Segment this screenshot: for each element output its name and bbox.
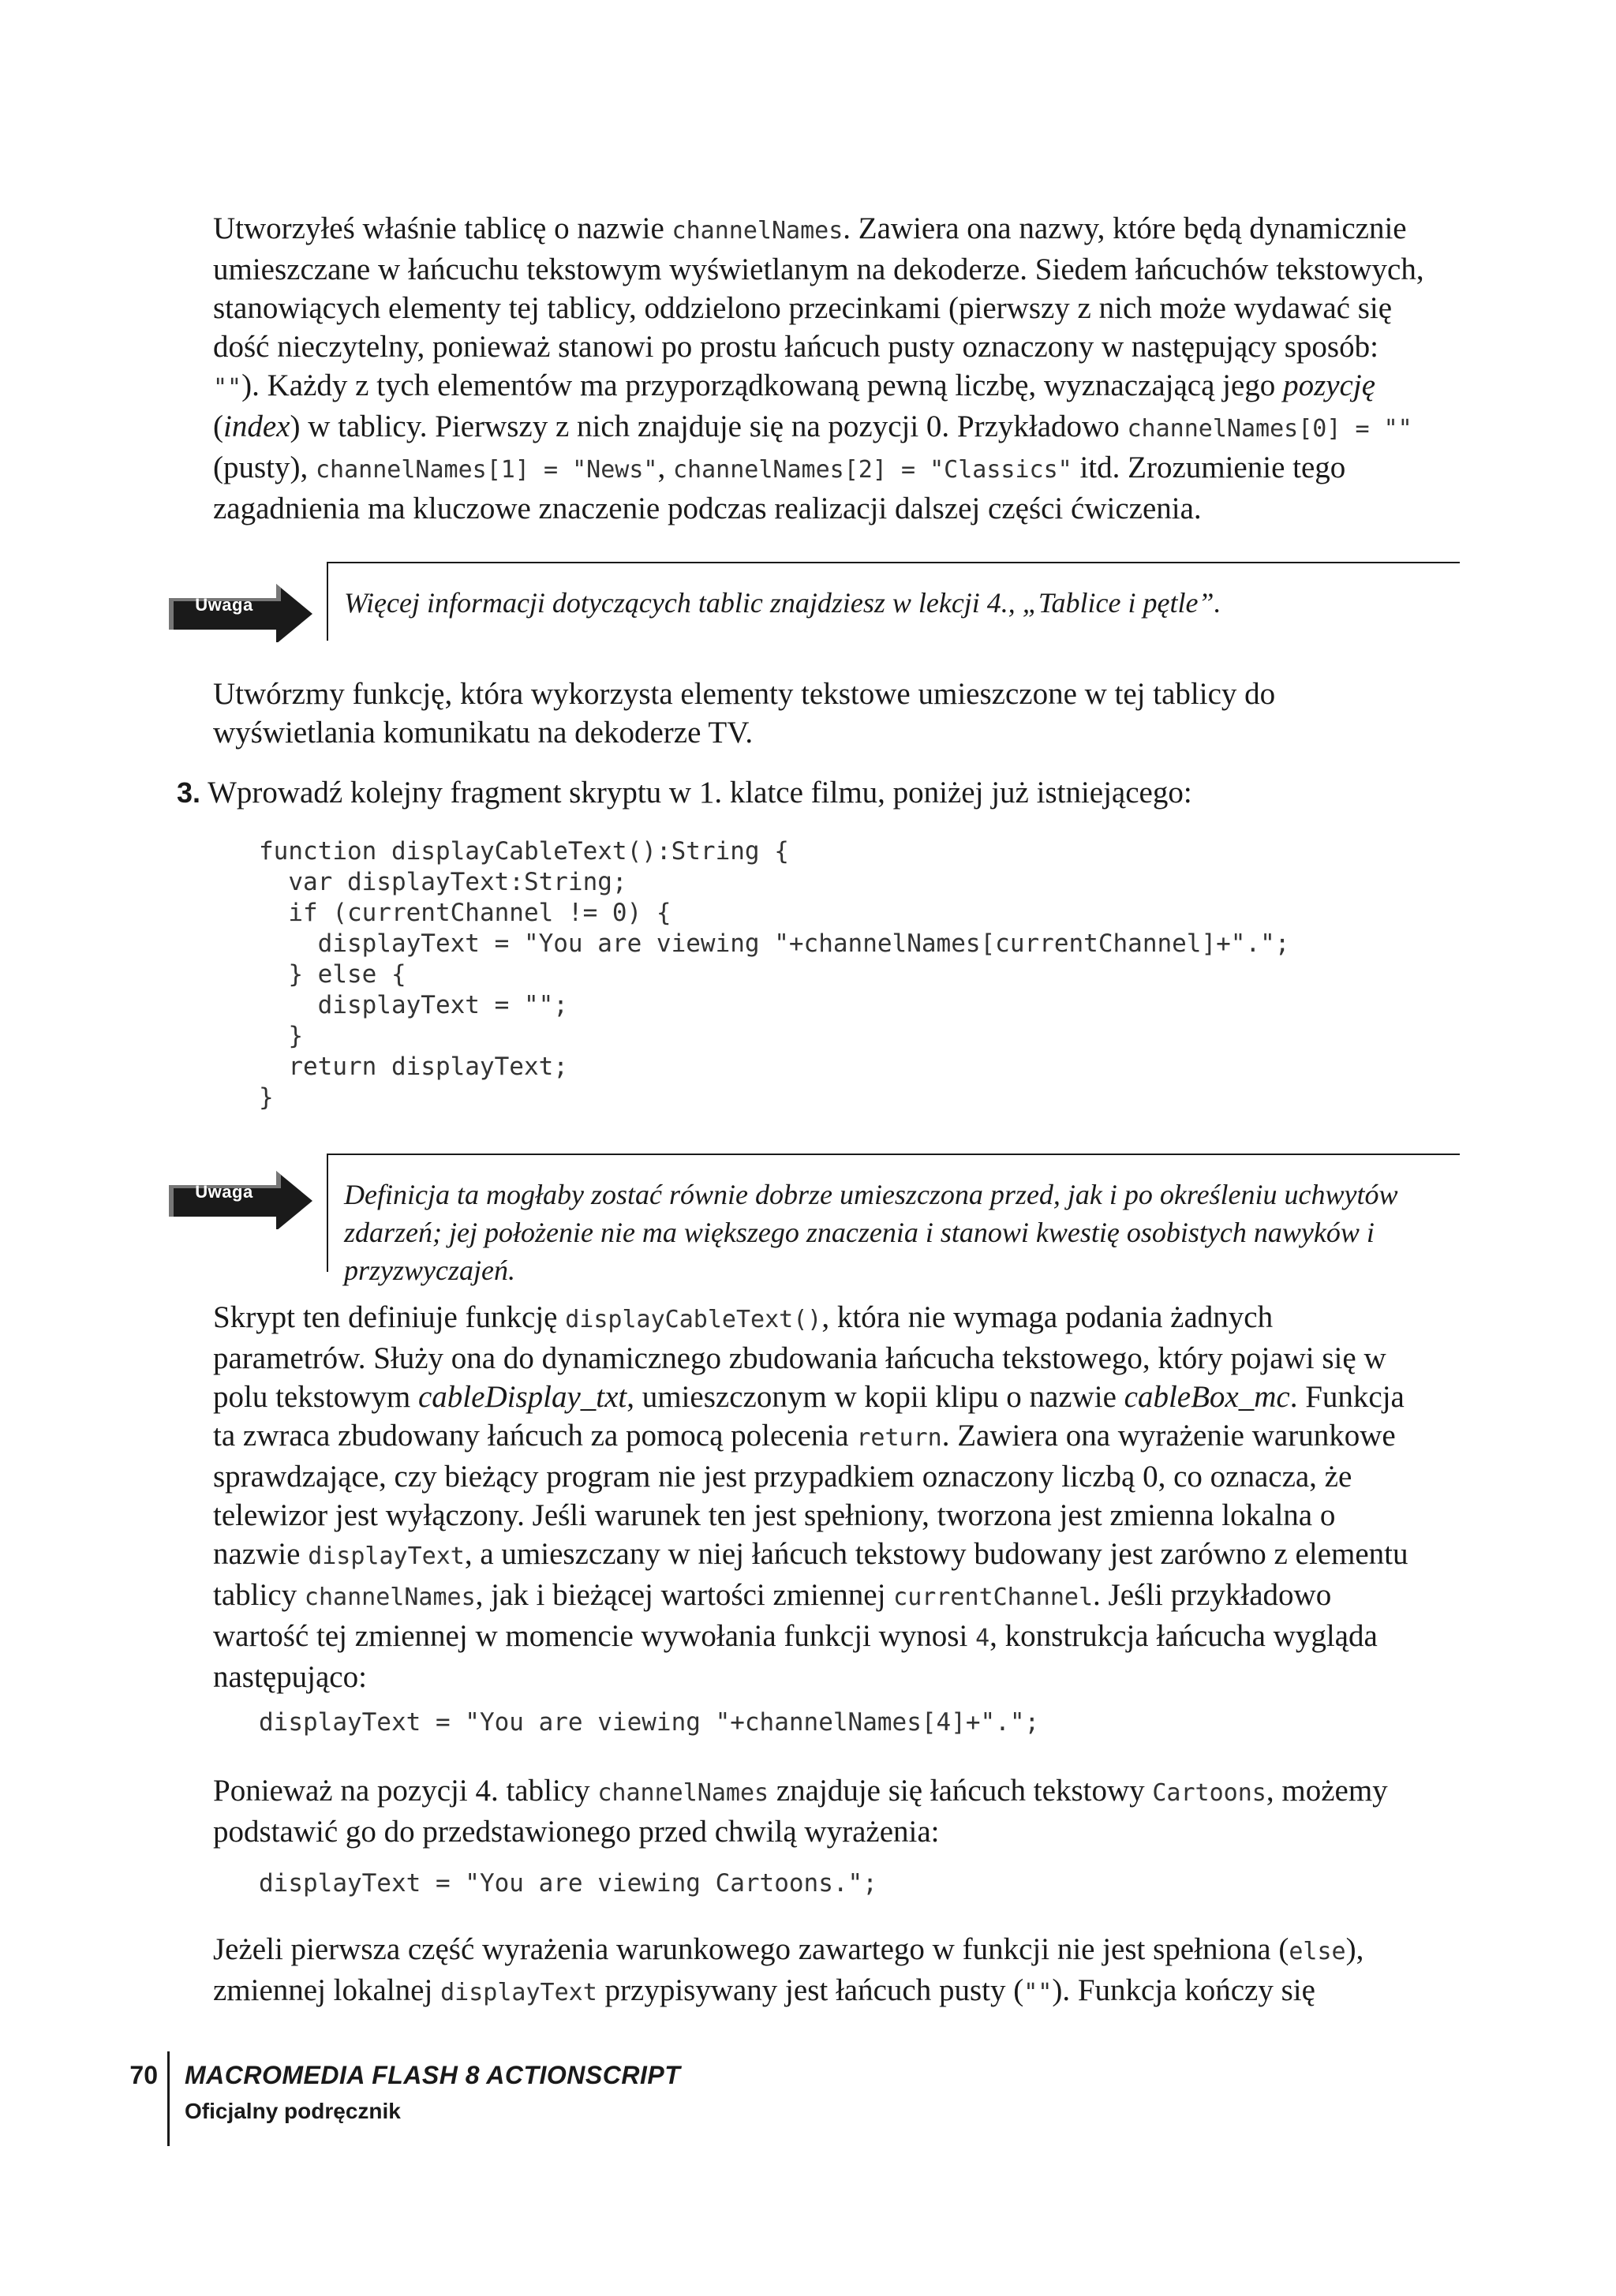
- inline-code: else: [1289, 1938, 1346, 1965]
- text-run: , jak i bieżącej wartości zmiennej: [475, 1578, 894, 1612]
- note-divider: [327, 1154, 328, 1272]
- inline-code: channelNames[2] = "Classics": [672, 456, 1072, 484]
- page-number: 70: [129, 2061, 158, 2089]
- text-run: , umieszczonym w kopii klipu o nazwie: [627, 1380, 1124, 1414]
- inline-code: channelNames[1] = "News": [316, 456, 658, 484]
- text-run: . Jeśli przykładowo wartość tej zmiennej w momencie wywołania funkcji wynosi: [213, 1578, 1332, 1653]
- step-3: [177, 773, 1431, 812]
- inline-code: 4: [975, 1625, 990, 1652]
- inline-code: return: [856, 1424, 942, 1452]
- note-text: Definicja ta mogłaby zostać równie dobrze umieszczona przed, jak i po określeniu uchwytów zdarzeń; jej położenie nie ma większego znaczenia i stanowi kwestię osobistych nawyków i przyzwyczajeń.: [344, 1179, 1398, 1286]
- note-label: Uwaga: [195, 1182, 253, 1202]
- note-text: Więcej informacji dotyczących tablic znajdziesz w lekcji 4., „Tablice i pętle”.: [344, 587, 1221, 619]
- note-divider: [327, 562, 328, 641]
- book-title: MACROMEDIA FLASH 8 ACTIONSCRIPT: [185, 2061, 681, 2089]
- note-box: [166, 562, 1460, 641]
- code-line: function displayCableText():String {: [259, 837, 789, 866]
- code-line: } else {: [259, 960, 406, 989]
- inline-code: displayCableText(): [565, 1306, 822, 1333]
- step-number: 3.: [177, 776, 201, 809]
- inline-code: "": [213, 374, 242, 402]
- inline-code: displayText: [440, 1979, 597, 2006]
- text-run: ), zmiennej lokalnej: [213, 1932, 1364, 2007]
- paragraph-function-explanation: [213, 1298, 1428, 1696]
- inline-code: currentChannel: [893, 1584, 1094, 1611]
- code-line: }: [259, 1083, 274, 1112]
- note-top-rule: [327, 1154, 1460, 1155]
- text-run: , konstrukcja łańcucha wygląda następująco:: [213, 1619, 1378, 1694]
- italic-term: pozycję: [1283, 368, 1376, 402]
- text-run: . Funkcja ta zwraca zbudowany łańcuch za pomocą polecenia: [213, 1380, 1405, 1453]
- inline-code: channelNames: [304, 1584, 476, 1611]
- step-text: Wprowadź kolejny fragment skryptu w 1. klatce filmu, poniżej już istniejącego:: [208, 776, 1192, 810]
- text-run: ) w tablicy. Pierwszy z nich znajduje się na pozycji 0. Przykładowo: [290, 409, 1128, 443]
- text-run: . Zawiera ona nazwy, które będą dynamicznie umieszczane w łańcuchu tekstowym wyświetlanym na dekoderze. Siedem łańcuchów tekstowych, stanowiących elementy tej tablicy, oddzielono przecinkami (pierwszy z nich może wydawać się dość nieczytelny, ponieważ stanowi po prostu łańcuch pusty oznaczony w następujący sposób:: [213, 211, 1424, 364]
- text-run: Ponieważ na pozycji 4. tablicy: [213, 1774, 598, 1808]
- inline-code: "": [1023, 1979, 1053, 2006]
- inline-code: channelNames: [671, 217, 844, 245]
- code-line: displayText = "You are viewing "+channelNames[currentChannel]+".";: [259, 929, 1290, 958]
- footer-divider: [167, 2051, 170, 2146]
- code-line: displayText = "You are viewing Cartoons.";: [259, 1869, 877, 1898]
- text-run: , która nie wymaga podania żadnych parametrów. Służy ona do dynamicznego zbudowania łańcucha tekstowego, który pojawi się w polu tekstowym: [213, 1300, 1386, 1414]
- paragraph-function-intro: Utwórzmy funkcję, która wykorzysta elementy tekstowe umieszczone w tej tablicy do wyświetlania komunikatu na dekoderze TV.: [213, 677, 1276, 750]
- code-line: return displayText;: [259, 1053, 568, 1081]
- paragraph-substitution: [213, 1771, 1428, 1851]
- text-run: przypisywany jest łańcuch pusty (: [597, 1973, 1024, 2007]
- text-run: znajduje się łańcuch tekstowy: [769, 1774, 1153, 1808]
- code-block-function: [259, 836, 1442, 1113]
- text-run: itd. Zrozumienie tego zagadnienia ma kluczowe znaczenie podczas realizacji dalszej części ćwiczenia.: [213, 451, 1346, 525]
- code-line: if (currentChannel != 0) {: [259, 899, 671, 927]
- text-run: ). Funkcja kończy się: [1052, 1973, 1315, 2007]
- text-run: (: [213, 409, 223, 443]
- text-run: Utworzyłeś właśnie tablicę o nazwie: [213, 211, 672, 245]
- code-line: displayText = "You are viewing "+channelNames[4]+".";: [259, 1708, 1040, 1737]
- inline-code: channelNames[0] = "": [1127, 415, 1412, 443]
- code-line: }: [259, 1022, 303, 1050]
- text-run: Jeżeli pierwsza część wyrażenia warunkowego zawartego w funkcji nie jest spełniona (: [213, 1932, 1289, 1966]
- book-subtitle: Oficjalny podręcznik: [185, 2099, 401, 2123]
- paragraph-channelnames-intro: [213, 209, 1428, 528]
- note-label: Uwaga: [195, 595, 253, 615]
- inline-code: displayText: [308, 1543, 465, 1570]
- italic-term: cableDisplay_txt: [418, 1380, 627, 1414]
- text-run: , możemy podstawić go do przedstawionego przed chwilą wyrażenia:: [213, 1774, 1388, 1849]
- inline-code: channelNames: [597, 1779, 769, 1807]
- note-top-rule: [327, 562, 1460, 563]
- code-example-index: [259, 1707, 1442, 1738]
- text-run: . Zawiera ona wyrażenie warunkowe sprawdzające, czy bieżący program nie jest przypadkiem oznaczony liczbą 0, co oznacza, że telewizor jest wyłączony. Jeśli warunek ten jest spełniony, tworzona jest zmienna lokalna o nazwie: [213, 1419, 1396, 1571]
- code-line: var displayText:String;: [259, 868, 627, 896]
- italic-term: cableBox_mc: [1124, 1380, 1290, 1414]
- paragraph-else-branch: [213, 1930, 1428, 2012]
- note-box: [166, 1154, 1460, 1286]
- italic-term: index: [223, 409, 290, 443]
- text-run: ). Każdy z tych elementów ma przyporządkowaną pewną liczbę, wyznaczającą jego: [241, 368, 1284, 402]
- text-run: ,: [657, 451, 673, 484]
- code-line: displayText = "";: [259, 991, 568, 1019]
- text-run: , a umieszczany w niej łańcuch tekstowy budowany jest zarówno z elementu tablicy: [213, 1537, 1408, 1612]
- inline-code: Cartoons: [1152, 1779, 1266, 1807]
- text-run: (pusty),: [213, 451, 316, 484]
- code-example-cartoons: [259, 1868, 1442, 1899]
- text-run: Skrypt ten definiuje funkcję: [213, 1300, 566, 1334]
